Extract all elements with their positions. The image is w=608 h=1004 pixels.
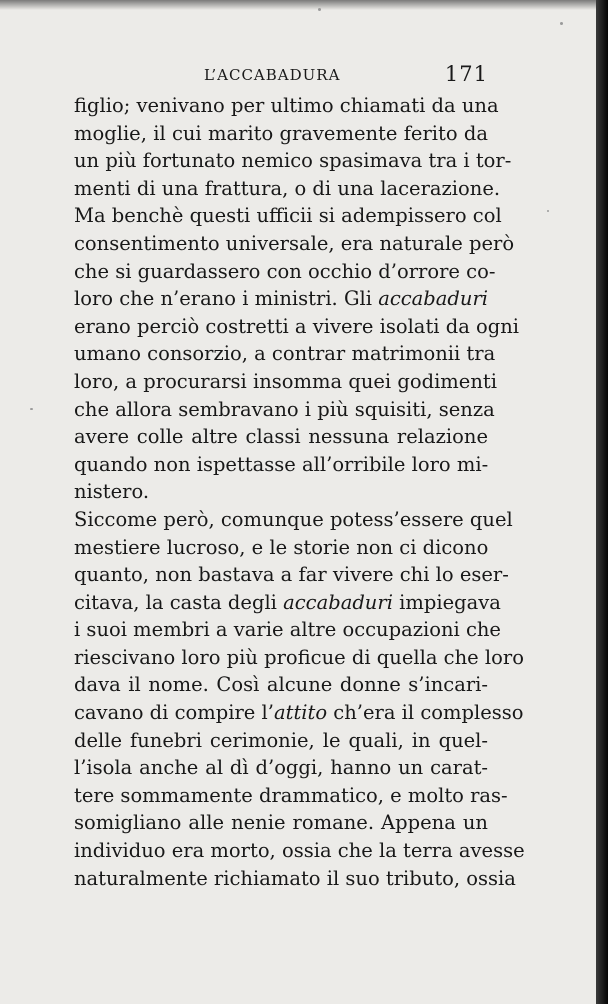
text-line: nistero. bbox=[74, 480, 150, 504]
text-fragment: cavano di compire l’ bbox=[74, 701, 274, 725]
text-line: dava il nome. Così alcune donne s’incari- bbox=[74, 673, 488, 697]
page-number: 171 bbox=[444, 62, 488, 86]
text-line bbox=[74, 699, 524, 727]
text-fragment: ch’era il complesso bbox=[327, 701, 524, 725]
text-line: erano perciò costretti a vivere isolati da ogni bbox=[74, 314, 520, 338]
text-line: che allora sembravano i più squisiti, senza bbox=[74, 397, 495, 421]
page-edge-shadow bbox=[596, 0, 608, 1004]
text-line: quando non ispettasse all’orribile loro mi- bbox=[74, 452, 489, 476]
italic-term: accabaduri bbox=[378, 287, 489, 311]
text-fragment: impiegava bbox=[392, 590, 501, 614]
text-line: quanto, non bastava a far vivere chi lo eser- bbox=[74, 563, 509, 587]
running-title: L’ACCABADURA bbox=[204, 66, 341, 84]
text-line: naturalmente richiamato il suo tributo, ossia bbox=[74, 866, 516, 890]
text-line: individuo era morto, ossia che la terra avesse bbox=[74, 839, 525, 863]
text-line: loro, a procurarsi insomma quei godimenti bbox=[74, 369, 497, 393]
text-line: avere colle altre classi nessuna relazione bbox=[74, 425, 488, 449]
text-line: umano consorzio, a contrar matrimonii tra bbox=[74, 342, 496, 366]
page-header bbox=[74, 62, 488, 92]
paragraph-start-line: Siccome però, comunque potess’essere quel bbox=[74, 507, 513, 531]
paper-speck bbox=[318, 8, 321, 11]
body-text bbox=[74, 92, 525, 892]
text-line: riescivano loro più proficue di quella che loro bbox=[74, 645, 524, 669]
text-line bbox=[74, 285, 488, 313]
text-line: menti di una frattura, o di una lacerazione. bbox=[74, 176, 501, 200]
text-line bbox=[74, 589, 501, 617]
italic-term: accabaduri bbox=[283, 590, 393, 614]
paper-speck bbox=[560, 22, 563, 25]
text-fragment: citava, la casta degli bbox=[74, 590, 284, 614]
text-line: che si guardassero con occhio d’orrore co- bbox=[74, 259, 496, 283]
text-line: somigliano alle nenie romane. Appena un bbox=[74, 811, 488, 835]
page-top-shadow bbox=[0, 0, 596, 10]
paper-speck bbox=[547, 210, 549, 212]
paper-speck bbox=[30, 408, 33, 410]
text-fragment: loro che n’erano i ministri. Gli bbox=[74, 287, 379, 311]
text-line: delle funebri cerimonie, le quali, in quel- bbox=[74, 728, 488, 752]
italic-term: attito bbox=[273, 701, 328, 725]
text-line: un più fortunato nemico spasimava tra i tor- bbox=[74, 149, 512, 173]
text-line: mestiere lucroso, e le storie non ci dicono bbox=[74, 535, 489, 559]
text-line: i suoi membri a varie altre occupazioni che bbox=[74, 618, 501, 642]
text-line: l’isola anche al dì d’oggi, hanno un carat- bbox=[74, 756, 488, 780]
text-line: consentimento universale, era naturale però bbox=[74, 231, 515, 255]
text-line: moglie, il cui marito gravemente ferito da bbox=[74, 121, 488, 145]
text-line: figlio; venivano per ultimo chiamati da una bbox=[74, 94, 499, 117]
text-line: tere sommamente drammatico, e molto ras- bbox=[74, 783, 508, 807]
paragraph-start-line: Ma benchè questi ufficii si adempissero col bbox=[74, 204, 502, 228]
